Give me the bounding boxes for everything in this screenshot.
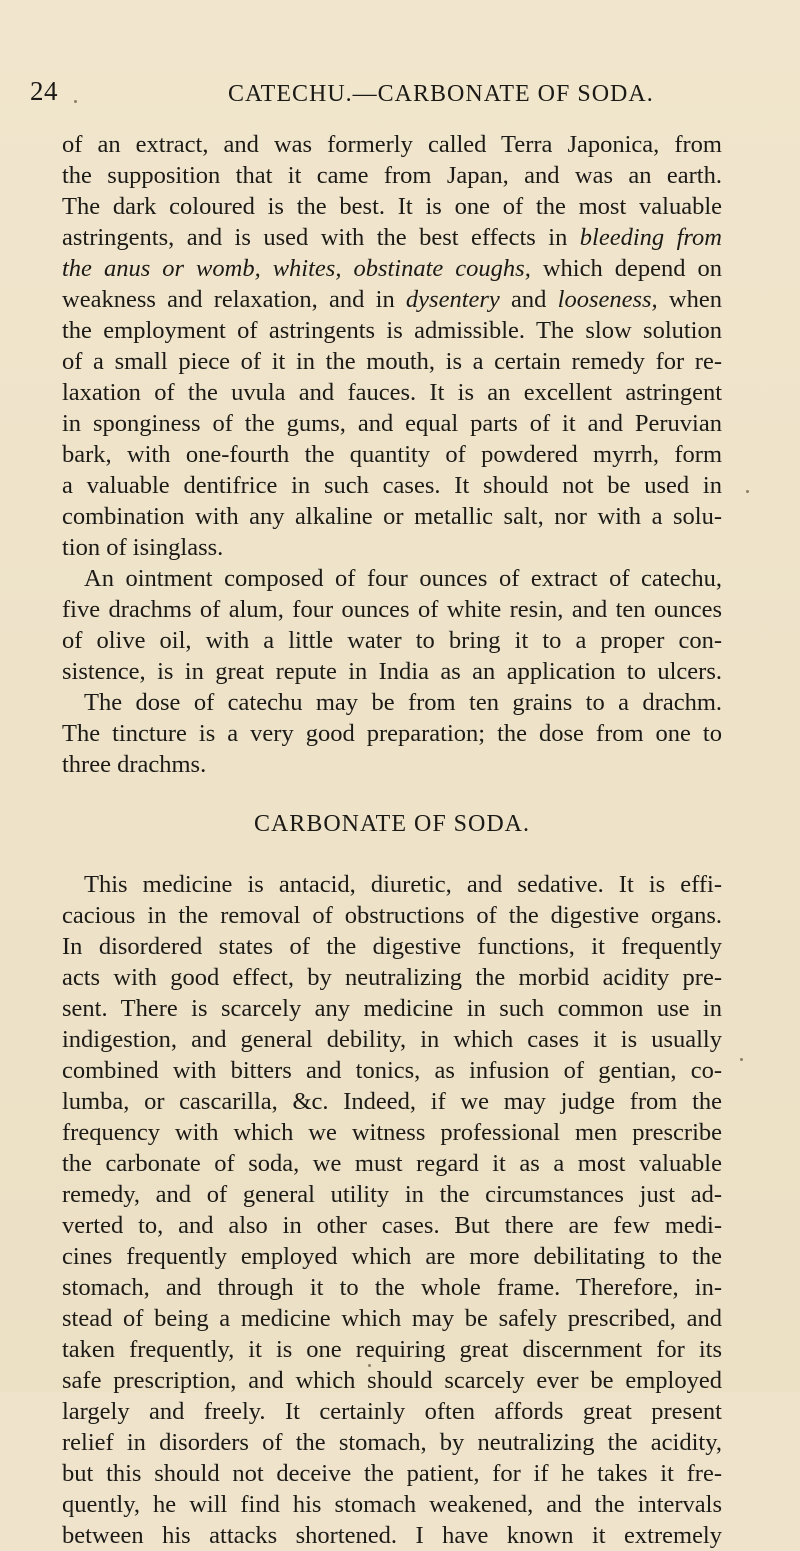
text-line: three drachms. xyxy=(62,751,207,778)
text-line: the employment of astringents is admissible. The slow solution xyxy=(62,317,722,344)
text-line: a valuable dentifrice in such cases. It should not be used in xyxy=(62,472,722,499)
text-line: the supposition that it came from Japan, and was an earth. xyxy=(62,162,722,189)
text-line: This medicine is antacid, diuretic, and sedative. It is effi- xyxy=(84,871,722,898)
text-line: quently, he will find his stomach weakened, and the intervals xyxy=(62,1491,722,1518)
text-line: between his attacks shortened. I have known it extremely xyxy=(62,1522,722,1549)
text-line: remedy, and of general utility in the circumstances just ad- xyxy=(62,1181,722,1208)
text-line: acts with good effect, by neutralizing the morbid acidity pre- xyxy=(62,964,722,991)
text-line: largely and freely. It certainly often affords great present xyxy=(62,1398,722,1425)
text-line: of an extract, and was formerly called Terra Japonica, from xyxy=(62,131,722,158)
text-line: but this should not deceive the patient, for if he takes it fre- xyxy=(62,1460,722,1487)
text-line: In disordered states of the digestive functions, it frequently xyxy=(62,933,722,960)
page-number: 24 xyxy=(30,76,58,106)
section-heading: CARBONATE OF SODA. xyxy=(253,811,531,837)
paragraph-ointment xyxy=(62,563,722,780)
text-line: bark, with one-fourth the quantity of powdered myrrh, form xyxy=(62,441,722,468)
text-line: five drachms of alum, four ounces of white resin, and ten ounces xyxy=(62,596,722,623)
text-line: The dark coloured is the best. It is one of the most valuable xyxy=(62,193,722,220)
paper-speck xyxy=(746,490,749,493)
text-line: cacious in the removal of obstructions of the digestive organs. xyxy=(62,902,722,929)
text-line: taken frequently, it is one requiring great discernment for its xyxy=(62,1336,722,1363)
text-line: tion of isinglass. xyxy=(62,534,224,561)
italic-term: looseness, xyxy=(557,286,658,313)
italic-term: bleeding from xyxy=(579,224,722,251)
text-line: lumba, or cascarilla, &c. Indeed, if we may judge from the xyxy=(62,1088,722,1115)
text-line: laxation of the uvula and fauces. It is an excellent astringent xyxy=(62,379,722,406)
text-line: An ointment composed of four ounces of extract of catechu, xyxy=(84,565,722,592)
text-line: the carbonate of soda, we must regard it as a most valuable xyxy=(62,1150,722,1177)
text-line: in sponginess of the gums, and equal parts of it and Peruvian xyxy=(62,410,722,437)
paper-speck xyxy=(368,1364,371,1367)
text-line: The dose of catechu may be from ten grains to a drachm. xyxy=(84,689,722,716)
text-line: the anus or womb, whites, obstinate coughs, which depend on xyxy=(62,255,723,282)
running-head: CATECHU.—CARBONATE OF SODA. xyxy=(228,81,654,107)
text-line: verted to, and also in other cases. But there are few medi- xyxy=(62,1212,722,1239)
italic-term: dysentery xyxy=(405,286,500,313)
text-line: indigestion, and general debility, in which cases it is usually xyxy=(62,1026,722,1053)
text-line: cines frequently employed which are more debilitating to the xyxy=(62,1243,722,1270)
text-line: of olive oil, with a little water to bring it to a proper con- xyxy=(62,627,722,654)
text-line: sistence, is in great repute in India as an application to ulcers. xyxy=(62,658,722,685)
text-line: relief in disorders of the stomach, by neutralizing the acidity, xyxy=(62,1429,722,1456)
text-line: of a small piece of it in the mouth, is a certain remedy for re- xyxy=(62,348,722,375)
paragraph-carbonate-of-soda xyxy=(62,869,722,1551)
paper-speck xyxy=(74,100,77,103)
italic-term: the anus or womb, whites, obstinate coughs, xyxy=(62,255,531,282)
text-line: stead of being a medicine which may be safely prescribed, and xyxy=(62,1305,722,1332)
body-text xyxy=(62,129,722,1551)
text-line: astringents, and is used with the best effects in bleeding from xyxy=(62,224,722,251)
text-line: stomach, and through it to the whole frame. Therefore, in- xyxy=(62,1274,722,1301)
text-line: frequency with which we witness professional men prescribe xyxy=(62,1119,722,1146)
text-line: sent. There is scarcely any medicine in such common use in xyxy=(62,995,722,1022)
text-line: combined with bitters and tonics, as infusion of gentian, co- xyxy=(62,1057,722,1084)
paragraph-catechu-continued xyxy=(62,129,722,563)
text-line: safe prescription, and which should scarcely ever be employed xyxy=(62,1367,722,1394)
paper-speck xyxy=(740,1058,743,1061)
text-line: weakness and relaxation, and in dysentery and looseness, when xyxy=(62,286,722,313)
text-line: combination with any alkaline or metallic salt, nor with a solu- xyxy=(62,503,722,530)
text-line: The tincture is a very good preparation; the dose from one to xyxy=(62,720,722,747)
